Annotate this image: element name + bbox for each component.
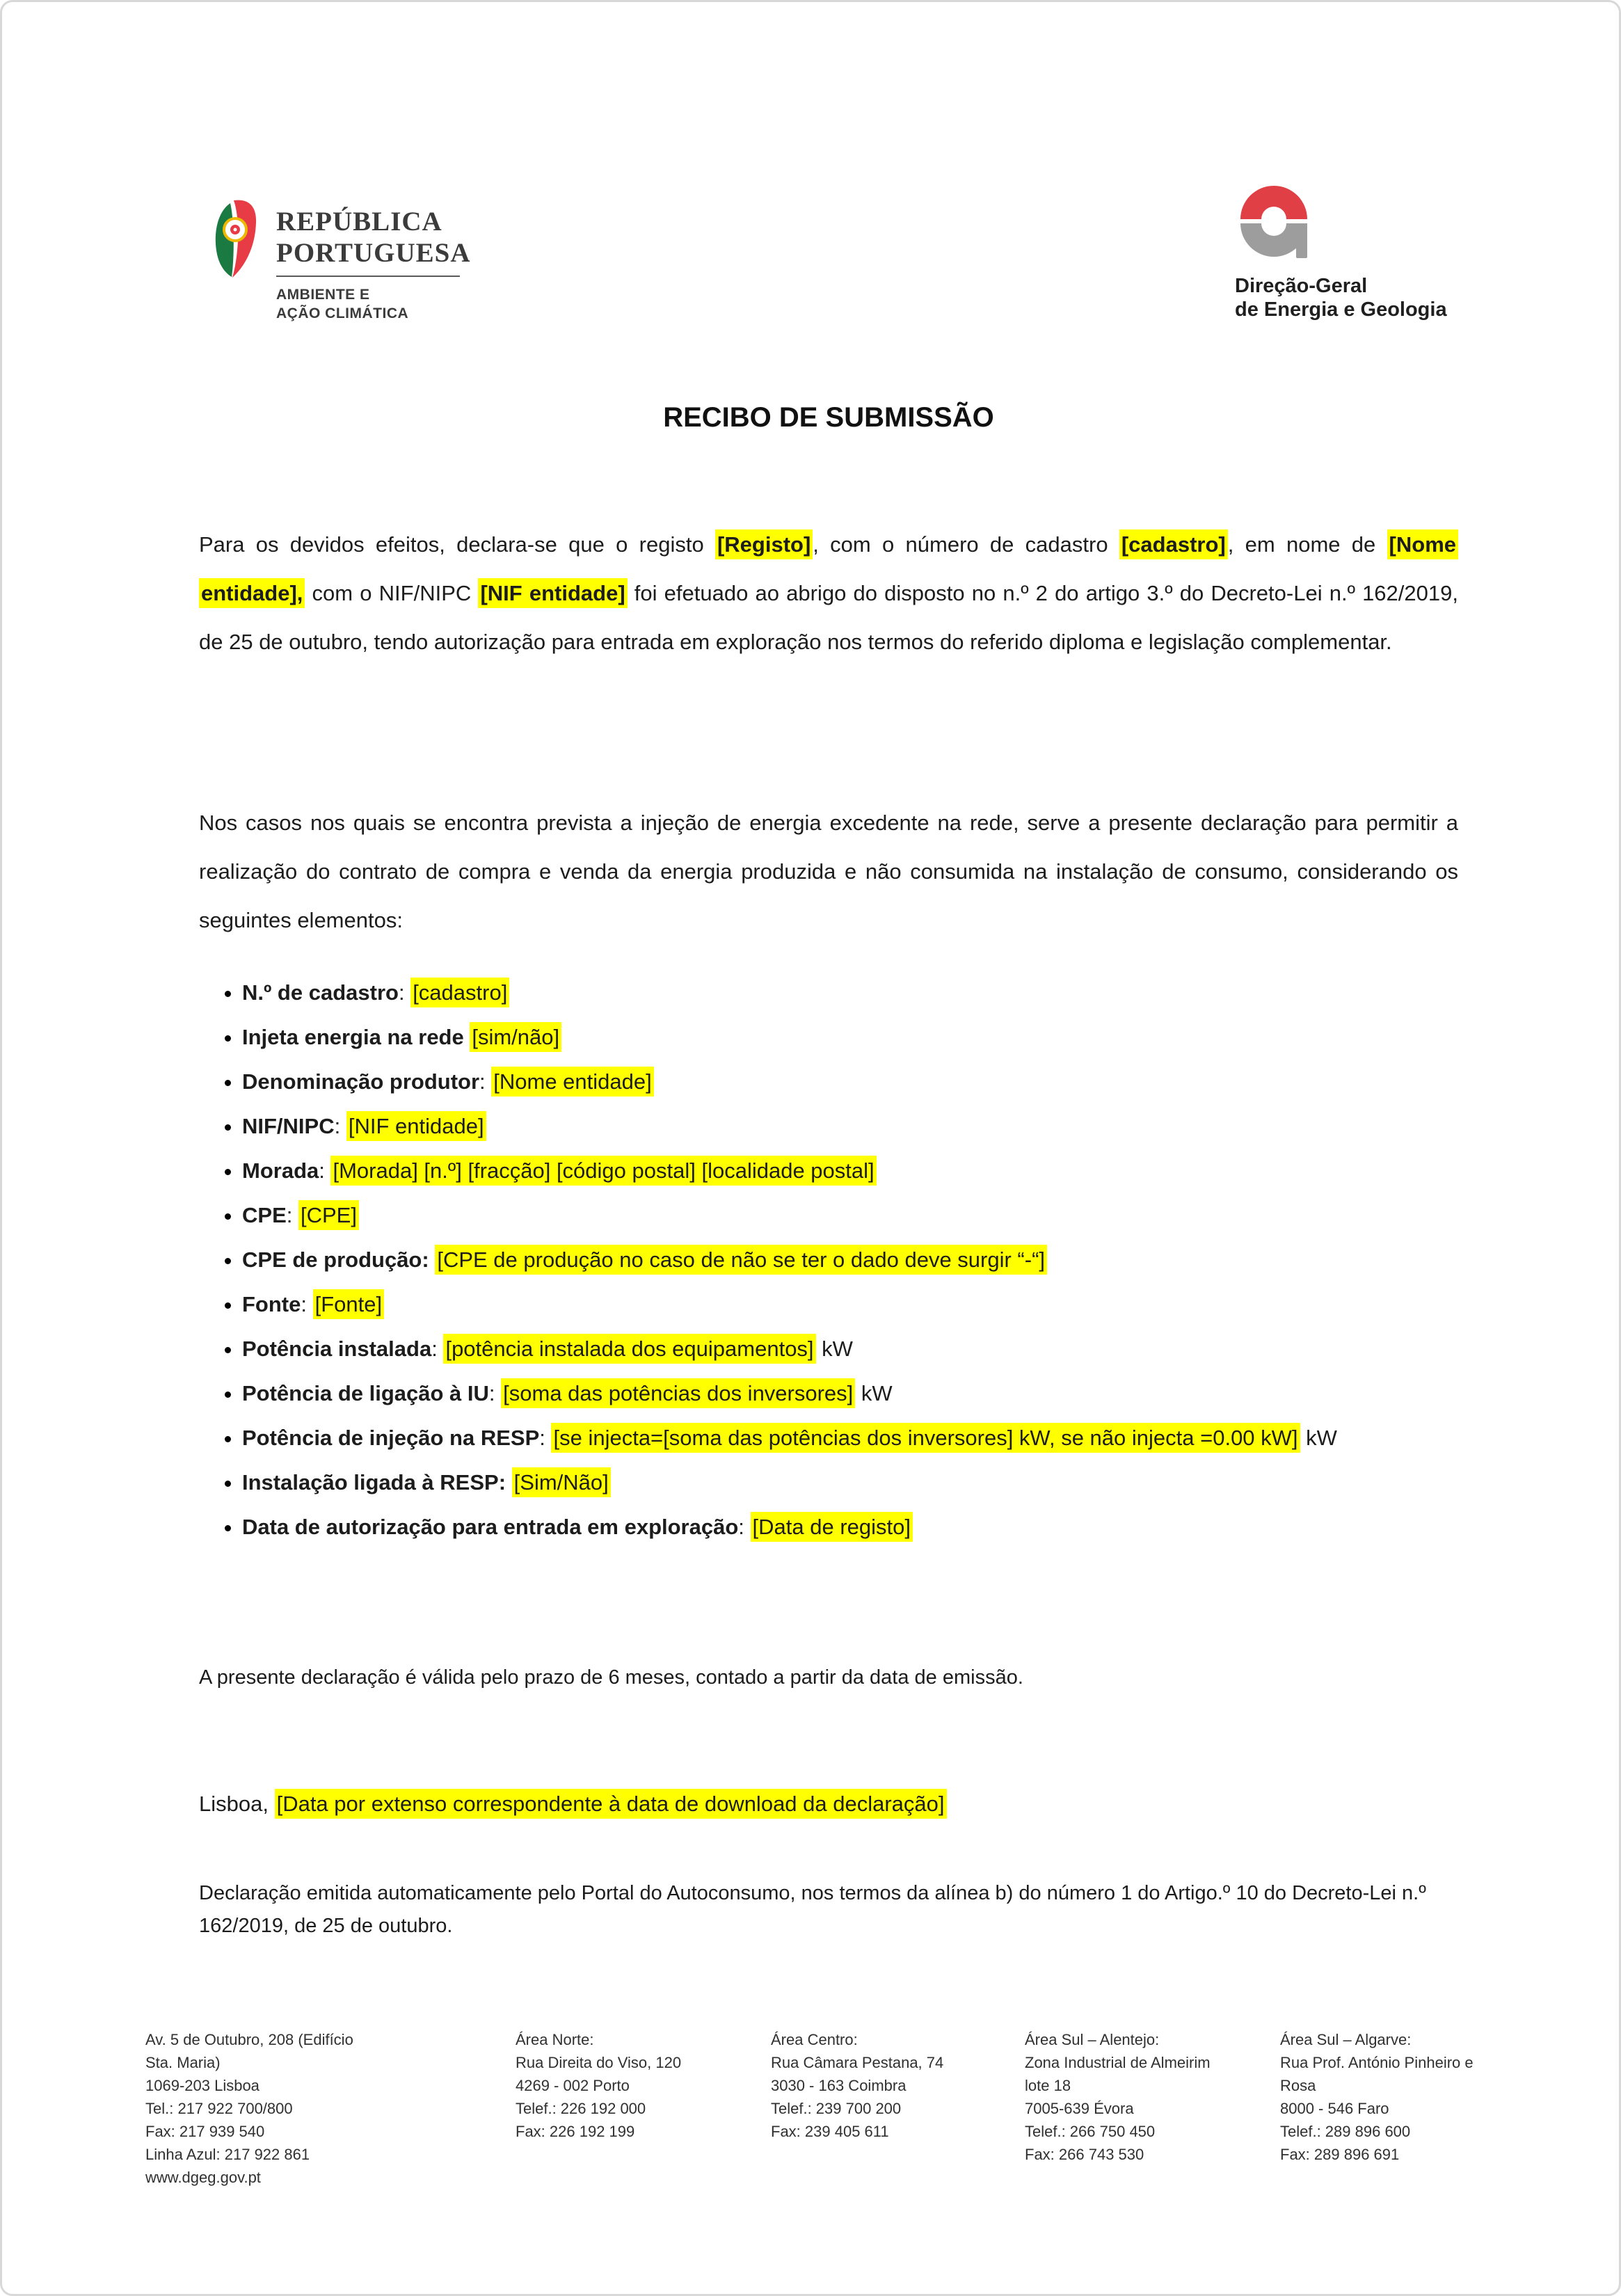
republica-portuguesa-logo bbox=[211, 199, 471, 323]
text-run: : bbox=[301, 1292, 313, 1316]
list-item bbox=[242, 1019, 1501, 1055]
list-item bbox=[242, 1331, 1501, 1367]
text-run: : bbox=[431, 1337, 444, 1361]
list-item bbox=[242, 1108, 1501, 1145]
text-run: Nos casos nos quais se encontra prevista a injeção de energia excedente na rede, serve a presente declaração para permitir a realização do contrato de compra e venda da energia produzida e não consumida na instalação de consumo, considerando os seguintes elementos: bbox=[199, 811, 1458, 932]
dgeg-logo bbox=[1235, 180, 1447, 321]
list-item bbox=[242, 1153, 1501, 1189]
text-run: Fonte bbox=[242, 1292, 301, 1316]
text-run: , com o número de cadastro bbox=[813, 532, 1119, 557]
text-run: kW bbox=[815, 1337, 853, 1361]
list-item bbox=[242, 1197, 1501, 1234]
placeholder-highlight: [Registo] bbox=[715, 529, 813, 559]
text-run: Potência de ligação à IU bbox=[242, 1381, 489, 1405]
list-item bbox=[242, 1465, 1501, 1501]
footer-line: Fax: 217 939 540 bbox=[145, 2123, 265, 2140]
placeholder-highlight: [Nome entidade] bbox=[491, 1067, 653, 1097]
placeholder-highlight: [sim/não] bbox=[470, 1022, 561, 1052]
list-item bbox=[242, 1376, 1501, 1412]
validity-note: A presente declaração é válida pelo prazo de 6 meses, contado a partir da data de emissão. bbox=[199, 1666, 1023, 1689]
footer-line: Área Sul – Algarve: bbox=[1280, 2031, 1412, 2048]
placeholder-highlight: [Nome entidade], bbox=[199, 529, 1458, 608]
footer-line: Fax: 239 405 611 bbox=[771, 2123, 889, 2140]
footer-line: Fax: 226 192 199 bbox=[516, 2123, 635, 2140]
footer-column-lisboa bbox=[145, 2028, 375, 2189]
footer-line: Rua Câmara Pestana, 74 bbox=[771, 2054, 944, 2071]
dgeg-mark-icon bbox=[1235, 255, 1313, 266]
page-title: RECIBO DE SUBMISSÃO bbox=[663, 402, 994, 433]
list-item bbox=[242, 1420, 1501, 1456]
footer-line: Área Norte: bbox=[516, 2031, 594, 2048]
footer-line: Telef.: 266 750 450 bbox=[1025, 2123, 1156, 2140]
footer-line: 7005-639 Évora bbox=[1025, 2100, 1134, 2117]
text-run: CPE bbox=[242, 1203, 287, 1227]
placeholder-highlight: [cadastro] bbox=[1119, 529, 1228, 559]
text-run: : bbox=[539, 1426, 552, 1450]
text-run: com o NIF/NIPC bbox=[305, 581, 479, 605]
gov-name-line2: PORTUGUESA bbox=[276, 238, 471, 268]
footer-line: Rua Prof. António Pinheiro e bbox=[1280, 2054, 1474, 2071]
text-run: Potência de injeção na RESP bbox=[242, 1426, 540, 1450]
list-item bbox=[242, 1064, 1501, 1100]
footer-line: 4269 - 002 Porto bbox=[516, 2077, 630, 2094]
signature-date-line bbox=[199, 1792, 1458, 1817]
footer-line: Rua Direita do Viso, 120 bbox=[516, 2054, 682, 2071]
portugal-flag-icon bbox=[211, 199, 258, 323]
text-run: : bbox=[398, 980, 411, 1005]
excess-energy-paragraph bbox=[199, 799, 1458, 945]
footer-line: Área Centro: bbox=[771, 2031, 858, 2048]
footer-line: Rosa bbox=[1280, 2077, 1316, 2094]
gov-logo-divider bbox=[276, 276, 460, 277]
list-item bbox=[242, 1242, 1501, 1278]
placeholder-highlight: [Morada] [n.º] [fracção] [código postal] [localidade postal] bbox=[330, 1156, 876, 1186]
footer-line: Telef.: 289 896 600 bbox=[1280, 2123, 1411, 2140]
placeholder-highlight: [CPE de produção no caso de não se ter o dado deve surgir “-“] bbox=[435, 1245, 1047, 1275]
text-run: : bbox=[738, 1515, 751, 1539]
text-run: foi efetuado ao abrigo do disposto no n.º 2 do artigo 3.º do Decreto-Lei n.º 162/2019, de 25 de outubro, tendo autorização para entrada em exploração nos termos do referido diploma e legislação complementar. bbox=[199, 581, 1458, 654]
placeholder-highlight: [soma das potências dos inversores] bbox=[501, 1378, 855, 1408]
text-run: Denominação produtor bbox=[242, 1069, 480, 1094]
text-run: Instalação ligada à RESP: bbox=[242, 1470, 506, 1494]
placeholder-highlight: [Data por extenso correspondente à data de download da declaração] bbox=[275, 1789, 947, 1819]
footer-line: 8000 - 546 Faro bbox=[1280, 2100, 1389, 2117]
footer-line: Tel.: 217 922 700/800 bbox=[145, 2100, 293, 2117]
text-run: CPE de produção: bbox=[242, 1247, 429, 1272]
placeholder-highlight: [NIF entidade] bbox=[346, 1111, 486, 1141]
placeholder-highlight: [Sim/Não] bbox=[512, 1467, 611, 1497]
list-item bbox=[242, 1509, 1501, 1545]
text-run: Potência instalada bbox=[242, 1337, 432, 1361]
placeholder-highlight: [Data de registo] bbox=[751, 1512, 913, 1542]
footer-line: Fax: 266 743 530 bbox=[1025, 2146, 1144, 2163]
placeholder-highlight: [potência instalada dos equipamentos] bbox=[443, 1334, 815, 1364]
footer-line: Telef.: 239 700 200 bbox=[771, 2100, 902, 2117]
text-run: Para os devidos efeitos, declara-se que o registo bbox=[199, 532, 715, 557]
footer-line: Área Sul – Alentejo: bbox=[1025, 2031, 1160, 2048]
gov-dept-line1: AMBIENTE E bbox=[276, 287, 370, 303]
footer-column-algarve bbox=[1280, 2028, 1517, 2166]
text-run: : bbox=[488, 1381, 502, 1405]
dgeg-text-line2: de Energia e Geologia bbox=[1235, 298, 1447, 321]
footer-line: 1069-203 Lisboa bbox=[145, 2077, 259, 2094]
footer-column-alentejo bbox=[1025, 2028, 1268, 2166]
text-run: : bbox=[319, 1158, 331, 1183]
placeholder-highlight: [cadastro] bbox=[410, 978, 509, 1007]
text-run: Data de autorização para entrada em exploração bbox=[242, 1515, 739, 1539]
auto-emission-note: Declaração emitida automaticamente pelo Portal do Autoconsumo, nos termos da alínea b) do número 1 do Artigo.º 10 do Decreto-Lei n.º 162/2019, de 25 de outubro. bbox=[199, 1882, 1426, 1937]
elements-list bbox=[199, 975, 1501, 1554]
footer-line: 3030 - 163 Coimbra bbox=[771, 2077, 907, 2094]
footer-line: Av. 5 de Outubro, 208 (Edifício bbox=[145, 2031, 353, 2048]
text-run: : bbox=[334, 1114, 346, 1138]
gov-dept-line2: AÇÃO CLIMÁTICA bbox=[276, 305, 409, 321]
footer-line: Telef.: 226 192 000 bbox=[516, 2100, 646, 2117]
text-run: N.º de cadastro bbox=[242, 980, 399, 1005]
text-run: kW bbox=[855, 1381, 893, 1405]
text-run: Lisboa, bbox=[199, 1792, 275, 1816]
footer-line: Zona Industrial de Almeirim bbox=[1025, 2054, 1211, 2071]
footer-line: Fax: 289 896 691 bbox=[1280, 2146, 1400, 2163]
list-item bbox=[242, 1286, 1501, 1323]
text-run: Morada bbox=[242, 1158, 319, 1183]
text-run: , em nome de bbox=[1227, 532, 1387, 557]
placeholder-highlight: [se injecta=[soma das potências dos inversores] kW, se não injecta =0.00 kW] bbox=[551, 1423, 1300, 1453]
text-run: : bbox=[479, 1069, 492, 1094]
dgeg-text-line1: Direção-Geral bbox=[1235, 275, 1368, 297]
text-run bbox=[506, 1470, 512, 1494]
footer-column-centro bbox=[771, 2028, 1000, 2143]
intro-paragraph bbox=[199, 520, 1458, 667]
footer-line: lote 18 bbox=[1025, 2077, 1071, 2094]
text-run: : bbox=[286, 1203, 298, 1227]
footer-column-norte bbox=[516, 2028, 738, 2143]
dgeg-logo-text bbox=[1235, 274, 1447, 321]
placeholder-highlight: [CPE] bbox=[298, 1200, 359, 1230]
placeholder-highlight: [NIF entidade] bbox=[478, 578, 627, 608]
gov-logo-text bbox=[276, 199, 471, 323]
list-item bbox=[242, 975, 1501, 1011]
text-run: Injeta energia na rede bbox=[242, 1025, 470, 1049]
text-run: NIF/NIPC bbox=[242, 1114, 335, 1138]
footer-line: Sta. Maria) bbox=[145, 2054, 221, 2071]
footer-line: www.dgeg.gov.pt bbox=[145, 2169, 261, 2186]
text-run: kW bbox=[1300, 1426, 1337, 1450]
footer-line: Linha Azul: 217 922 861 bbox=[145, 2146, 310, 2163]
placeholder-highlight: [Fonte] bbox=[313, 1289, 385, 1319]
gov-name-line1: REPÚBLICA bbox=[276, 207, 442, 237]
